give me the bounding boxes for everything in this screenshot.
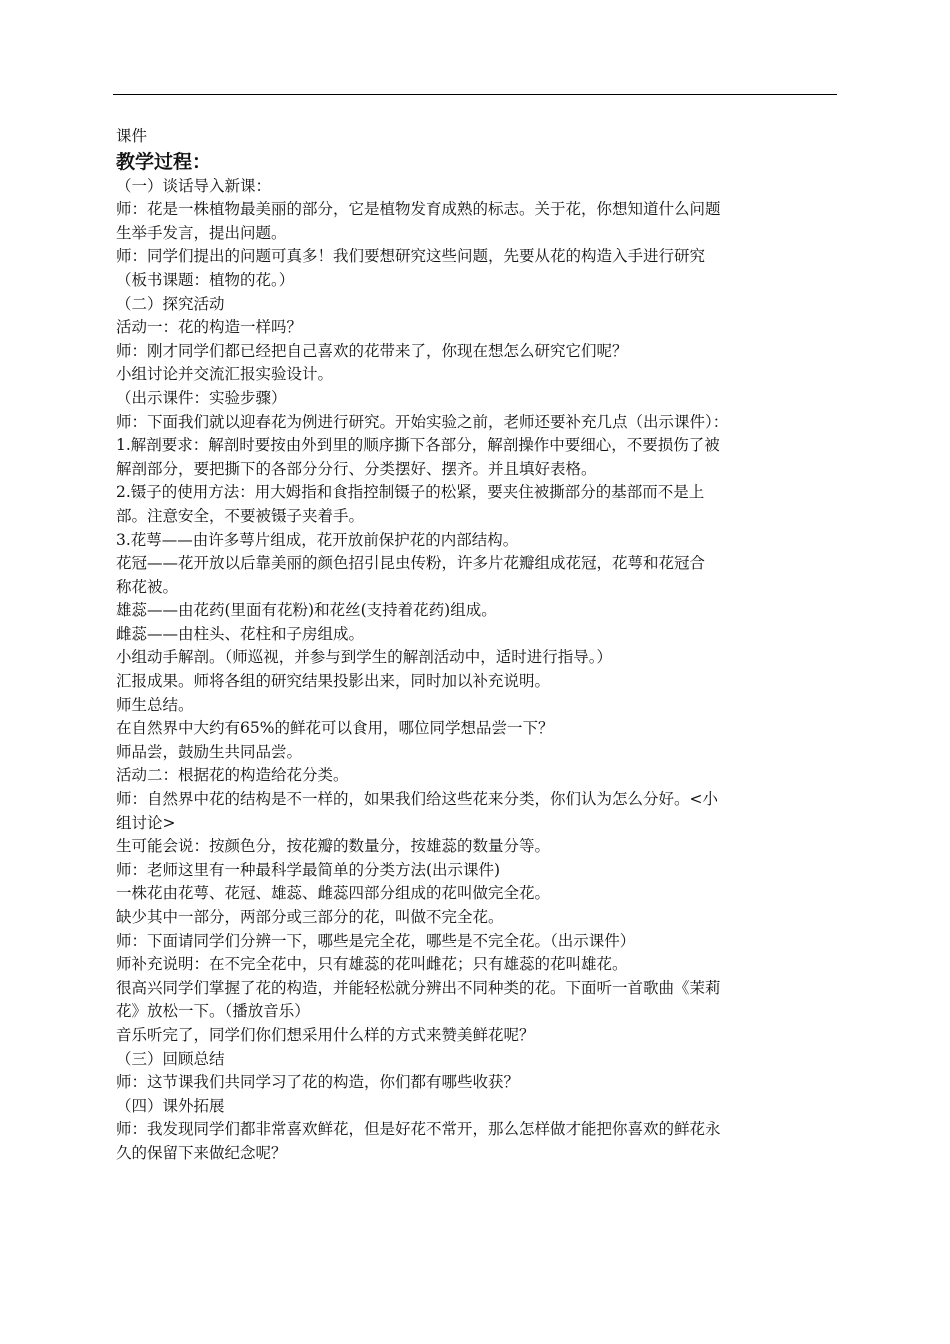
text-line: 师：同学们提出的问题可真多！我们要想研究这些问题，先要从花的构造入手进行研究 [116,247,706,266]
text-line: 部。注意安全，不要被镊子夹着手。 [116,506,365,525]
text-line: 师：老师这里有一种最科学最简单的分类方法(出示课件) [116,860,501,879]
header-rule [113,94,837,95]
text-line: 师：下面请同学们分辨一下，哪些是完全花，哪些是不完全花。（出示课件） [116,931,636,950]
text-line: 师品尝，鼓励生共同品尝。 [116,742,303,761]
text-line: 师：我发现同学们都非常喜欢鲜花，但是好花不常开，那么怎样做才能把你喜欢的鲜花永 [116,1120,721,1139]
text-line: 音乐听完了，同学们你们想采用什么样的方式来赞美鲜花呢？ [116,1025,535,1044]
text-line: 小组讨论并交流汇报实验设计。 [116,365,334,384]
text-line: （二）探究活动 [116,294,225,313]
text-line: 雌蕊——由柱头、花柱和子房组成。 [116,624,365,643]
text-line: 3.花萼——由许多萼片组成，花开放前保护花的内部结构。 [116,530,519,549]
text-line: 师：自然界中花的结构是不一样的，如果我们给这些花来分类，你们认为怎么分好。<小 [116,790,718,809]
text-line: 2.镊子的使用方法：用大姆指和食指控制镊子的松紧，要夹住被撕部分的基部而不是上 [116,483,705,502]
text-line: 师：刚才同学们都已经把自己喜欢的花带来了，你现在想怎么研究它们呢？ [116,341,628,360]
text-line: 生举手发言，提出问题。 [116,223,287,242]
text-line: 小组动手解剖。（师巡视，并参与到学生的解剖活动中，适时进行指导。） [116,648,613,667]
text-line: （一）谈话导入新课： [116,176,272,195]
text-line: （四）课外拓展 [116,1096,225,1115]
text-line: 缺少其中一部分，两部分或三部分的花，叫做不完全花。 [116,908,504,926]
text-line: 活动二：根据花的构造给花分类。 [116,766,349,785]
text-line: （三）回顾总结 [116,1049,225,1068]
text-line: 花冠——花开放以后靠美丽的颜色招引昆虫传粉，许多片花瓣组成花冠，花萼和花冠合 [116,554,706,573]
text-line: 师：这节课我们共同学习了花的构造，你们都有哪些收获？ [116,1073,520,1092]
text-line: 1.解剖要求：解剖时要按由外到里的顺序撕下各部分，解剖操作中要细心，不要损伤了被 [116,436,720,455]
text-line: 在自然界中大约有65%的鲜花可以食用，哪位同学想品尝一下？ [116,719,554,738]
text-line: 花》放松一下。（播放音乐） [116,1002,310,1021]
text-line: 很高兴同学们掌握了花的构造，并能轻松就分辨出不同种类的花。下面听一首歌曲《茉莉 [116,978,721,997]
text-line: （板书课题：植物的花。） [116,270,295,289]
text-line: 活动一：花的构造一样吗？ [116,318,303,337]
text-line: 师补充说明：在不完全花中，只有雄蕊的花叫雌花；只有雄蕊的花叫雄花。 [116,955,628,974]
text-line: 雄蕊——由花药(里面有花粉)和花丝(支持着花药)组成。 [116,601,497,620]
text-line: 汇报成果。师将各组的研究结果投影出来，同时加以补充说明。 [116,672,551,691]
text-line: 解剖部分，要把撕下的各部分分行、分类摆好、摆齐。并且填好表格。 [116,459,597,478]
text-line: 一株花由花萼、花冠、雄蕊、雌蕊四部分组成的花叫做完全花。 [116,884,551,903]
text-line: 师生总结。 [116,695,194,714]
header-label: 课件 [116,127,148,145]
page-title: 教学过程： [116,150,212,173]
text-line: 师：花是一株植物最美丽的部分，它是植物发育成熟的标志。关于花，你想知道什么问题 [116,200,721,219]
text-line: 生可能会说：按颜色分，按花瓣的数量分，按雄蕊的数量分等。 [116,837,551,856]
lesson-text [116,175,838,1166]
text-line: 久的保留下来做纪念呢？ [116,1143,287,1162]
text-line: 组讨论> [116,813,176,832]
text-line: 称花被。 [116,577,179,596]
text-line: 师：下面我们就以迎春花为例进行研究。开始实验之前，老师还要补充几点（出示课件）： [116,412,729,431]
document-body [116,125,838,1166]
text-line: （出示课件：实验步骤） [116,388,287,407]
